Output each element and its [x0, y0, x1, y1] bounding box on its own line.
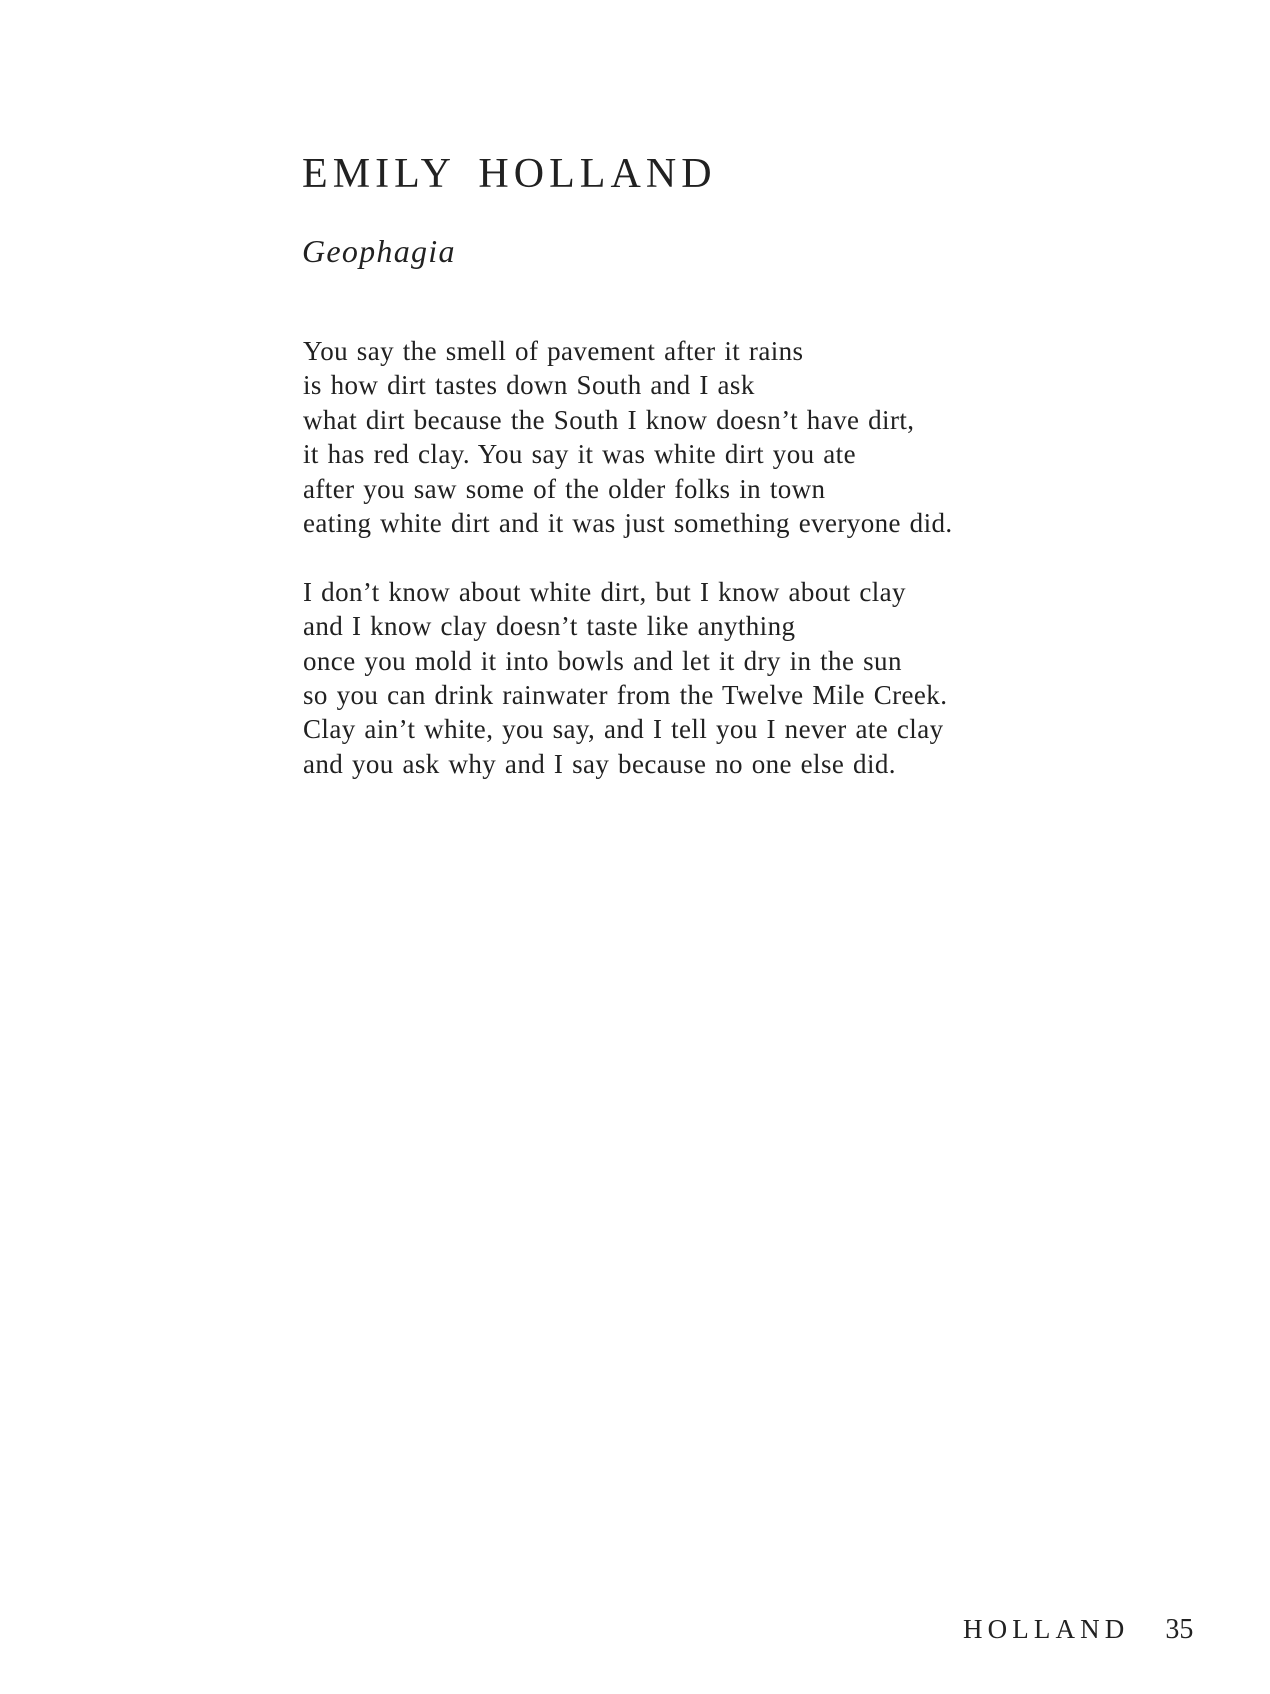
- poem-body: [303, 334, 953, 781]
- poem-line: is how dirt tastes down South and I ask: [303, 370, 755, 401]
- stanza-1: [303, 334, 953, 540]
- poem-line: it has red clay. You say it was white dirt you ate: [303, 439, 856, 470]
- page-number: 35: [1165, 1614, 1194, 1645]
- poem-title: Geophagia: [302, 233, 456, 269]
- poem-line: and you ask why and I say because no one else did.: [303, 748, 896, 779]
- author-heading: EMILY HOLLAND: [302, 151, 717, 197]
- poem-line: I don’t know about white dirt, but I know about clay: [303, 576, 906, 607]
- poem-line: what dirt because the South I know doesn’t have dirt,: [303, 404, 915, 435]
- stanza-2: [303, 575, 953, 781]
- poem-line: once you mold it into bowls and let it dry in the sun: [303, 645, 902, 676]
- poem-line: Clay ain’t white, you say, and I tell you I never ate clay: [303, 714, 944, 745]
- poem-line: after you saw some of the older folks in town: [303, 473, 826, 504]
- running-header-author: HOLLAND: [963, 1614, 1130, 1644]
- poem-line: so you can drink rainwater from the Twelve Mile Creek.: [303, 680, 948, 711]
- page-footer: [963, 1616, 1193, 1644]
- poem-line: You say the smell of pavement after it rains: [303, 336, 804, 366]
- poem-line: eating white dirt and it was just something everyone did.: [303, 508, 953, 539]
- poem-line: and I know clay doesn’t taste like anything: [303, 611, 796, 642]
